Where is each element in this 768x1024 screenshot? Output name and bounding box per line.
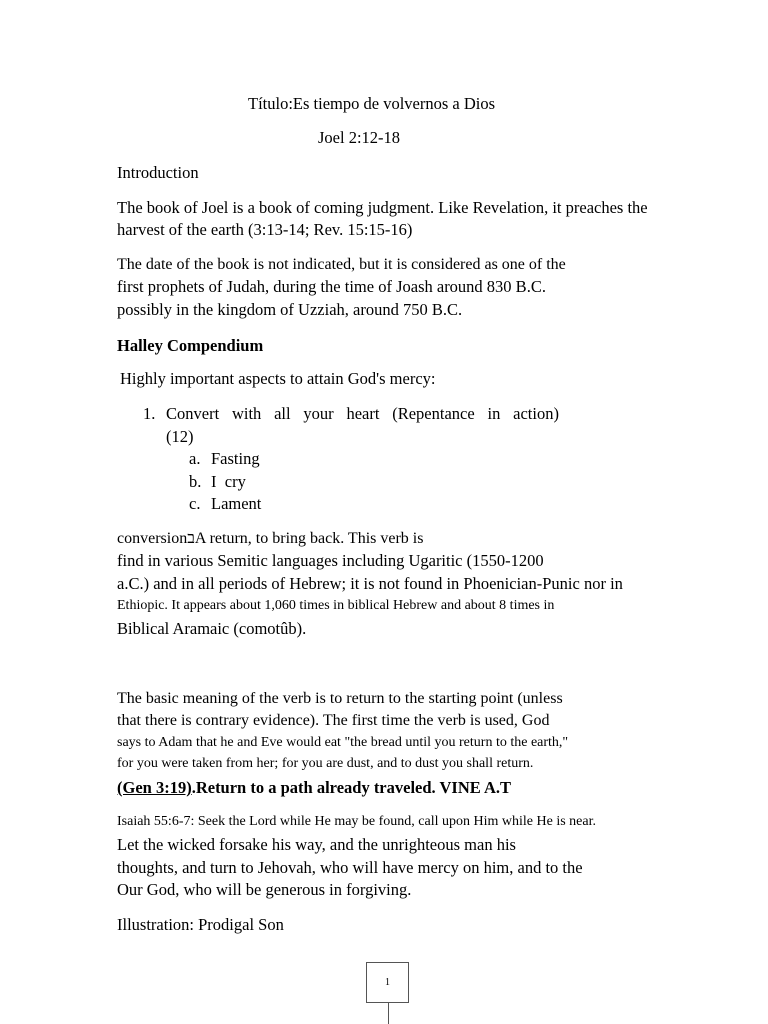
paragraph-line: Let the wicked forsake his way, and the unrighteous man his <box>117 835 516 854</box>
page-number-connector <box>388 1003 389 1024</box>
document-title: Título:Es tiempo de volvernos a Dios <box>248 94 496 113</box>
paragraph-line: The book of Joel is a book of coming judgment. Like Revelation, it preaches the <box>117 198 648 217</box>
sublist-item: Fasting <box>211 449 260 468</box>
list-word: in <box>487 404 501 423</box>
paragraph-line: harvest of the earth (3:13-14; Rev. 15:15-16) <box>117 220 413 239</box>
list-item-text <box>166 406 559 423</box>
list-item-continuation: (12) <box>166 427 194 446</box>
paragraph-line: for you were taken from her; for you are dust, and to dust you shall return. <box>117 756 534 771</box>
list-word: Convert <box>166 404 220 423</box>
sublist-item: Lament <box>211 494 262 513</box>
list-word: (Repentance <box>392 404 475 423</box>
paragraph-line: that there is contrary evidence). The first time the verb is used, God <box>117 712 550 729</box>
sublist-item: I cry <box>211 472 246 491</box>
aspects-intro: Highly important aspects to attain God's mercy: <box>120 369 436 388</box>
list-word: action) <box>513 404 559 423</box>
sublist-marker: b. <box>189 472 202 491</box>
citation-line <box>117 780 511 797</box>
page-number-box <box>366 962 409 1003</box>
list-word: heart <box>346 404 380 423</box>
scripture-reference: Joel 2:12-18 <box>318 128 401 147</box>
sublist-marker: a. <box>189 449 201 468</box>
paragraph-line: thoughts, and turn to Jehovah, who will have mercy on him, and to the <box>117 858 583 877</box>
citation-text: .Return to a path already traveled. VINE A.T <box>191 778 512 797</box>
paragraph-line: find in various Semitic languages including Ugaritic (1550-1200 <box>117 551 544 570</box>
paragraph-line: first prophets of Judah, during the time of Joash around 830 B.C. <box>117 277 546 296</box>
paragraph-line: The date of the book is not indicated, but it is considered as one of the <box>117 256 566 273</box>
paragraph-line: a.C.) and in all periods of Hebrew; it is not found in Phoenician-Punic nor in <box>117 574 623 593</box>
page-number: 1 <box>385 977 390 988</box>
paragraph-line: Isaiah 55:6-7: Seek the Lord while He may be found, call upon Him while He is near. <box>117 814 596 829</box>
paragraph-line: Our God, who will be generous in forgiving. <box>117 880 412 899</box>
illustration-line: Illustration: Prodigal Son <box>117 915 284 934</box>
list-word: your <box>303 404 334 423</box>
paragraph-line: says to Adam that he and Eve would eat "the bread until you return to the earth," <box>117 735 569 750</box>
paragraph-line: possibly in the kingdom of Uzziah, around 750 B.C. <box>117 300 463 319</box>
paragraph-line: conversionבA return, to bring back. This verb is <box>117 530 424 547</box>
section-heading-halley: Halley Compendium <box>117 336 264 355</box>
paragraph-line: The basic meaning of the verb is to return to the starting point (unless <box>117 690 563 707</box>
list-word: with <box>231 404 262 423</box>
list-number: 1. <box>143 404 156 423</box>
section-heading-introduction: Introduction <box>117 163 199 182</box>
paragraph-line: Ethiopic. It appears about 1,060 times in biblical Hebrew and about 8 times in <box>117 598 555 613</box>
sublist-marker: c. <box>189 494 201 513</box>
paragraph-line: Biblical Aramaic (comotûb). <box>117 619 307 638</box>
list-word: all <box>274 404 291 423</box>
genesis-reference: (Gen 3:19) <box>117 778 192 797</box>
